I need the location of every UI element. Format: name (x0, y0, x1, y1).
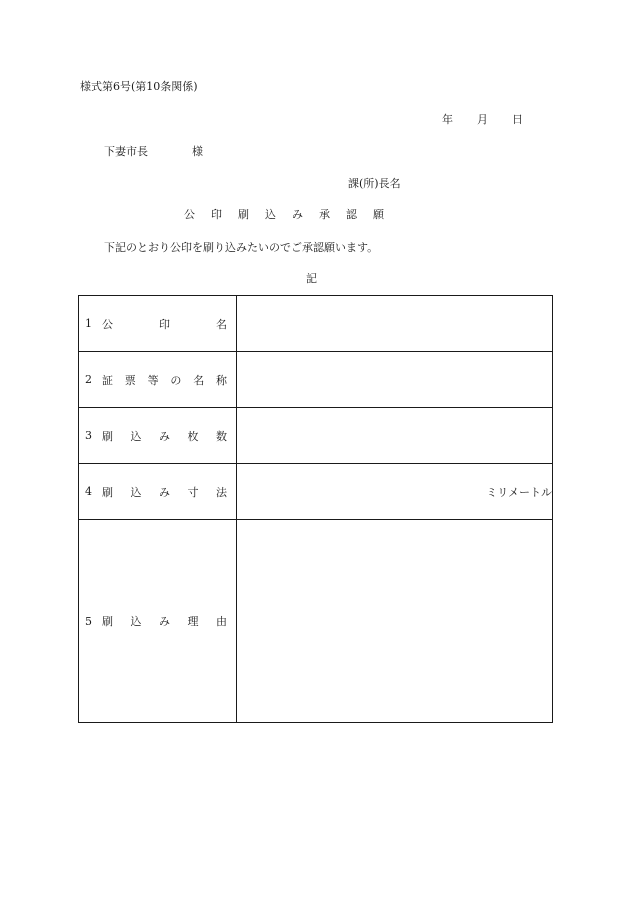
title-char: 印 (211, 208, 222, 221)
print-count-field[interactable] (237, 408, 553, 464)
sender-label: 課(所)長名 (348, 177, 401, 190)
row-label (102, 428, 227, 444)
label-char: 刷 (102, 485, 113, 499)
title-char: 願 (373, 208, 384, 221)
print-reason-field[interactable] (237, 520, 553, 723)
row-label-cell (79, 520, 237, 723)
label-char: み (159, 429, 170, 443)
form-number: 様式第6号(第10条関係) (80, 80, 198, 93)
row-label-cell (79, 464, 237, 520)
label-char: 理 (187, 615, 199, 628)
date-month-label: 月 (477, 113, 488, 126)
row-label-cell (79, 296, 237, 352)
label-char: 枚 (187, 429, 199, 443)
title-char: 公 (184, 208, 195, 221)
date-day-label: 日 (512, 113, 523, 126)
seal-name-field[interactable] (237, 296, 553, 352)
addressee-honorific: 様 (192, 145, 203, 158)
row-label (102, 372, 227, 388)
table-row (79, 408, 553, 464)
table-row (79, 464, 553, 520)
row-label-cell (79, 408, 237, 464)
ki-heading: 記 (306, 272, 317, 285)
title-char: 認 (346, 208, 357, 221)
title-char: 込 (265, 208, 276, 221)
title-char: 刷 (238, 208, 249, 221)
label-char: の (170, 373, 182, 387)
row-number: 3 (85, 429, 92, 442)
request-text: 下記のとおり公印を刷り込みたいのでご承認願います。 (104, 241, 379, 254)
label-char: 寸 (187, 485, 199, 499)
date-line (442, 113, 523, 127)
row-label (102, 316, 227, 332)
row-number: 1 (85, 317, 92, 330)
row-label (102, 484, 227, 500)
row-number: 2 (85, 373, 92, 386)
print-size-field[interactable]: ミリメートル (237, 464, 553, 520)
certificate-name-field[interactable] (237, 352, 553, 408)
label-char: 込 (130, 485, 142, 499)
label-char: 印 (159, 317, 170, 331)
row-label-cell (79, 352, 237, 408)
document-title (184, 208, 400, 222)
date-year-label: 年 (442, 113, 453, 126)
label-char: 数 (216, 429, 227, 443)
label-char: 刷 (102, 615, 113, 628)
label-char: み (159, 485, 170, 499)
addressee (104, 145, 203, 159)
label-char: 込 (130, 429, 142, 443)
label-char: 公 (102, 317, 113, 331)
label-char: 票 (124, 373, 136, 387)
label-char: 刷 (102, 429, 113, 443)
label-char: 証 (102, 373, 113, 387)
row-number: 5 (85, 614, 92, 628)
table-row (79, 352, 553, 408)
title-char: み (292, 208, 303, 221)
row-label (102, 613, 227, 629)
label-char: 名 (193, 373, 205, 387)
label-char: 由 (216, 615, 227, 628)
label-char: 法 (216, 485, 227, 499)
label-char: 名 (216, 317, 227, 331)
row-number: 4 (85, 485, 92, 498)
label-char: 称 (215, 373, 227, 387)
table-row (79, 296, 553, 352)
label-char: 込 (130, 615, 142, 628)
addressee-name: 下妻市長 (104, 145, 148, 158)
details-table (78, 295, 553, 723)
title-char: 承 (319, 208, 330, 221)
table-row (79, 520, 553, 723)
label-char: 等 (147, 373, 159, 387)
label-char: み (159, 615, 170, 628)
